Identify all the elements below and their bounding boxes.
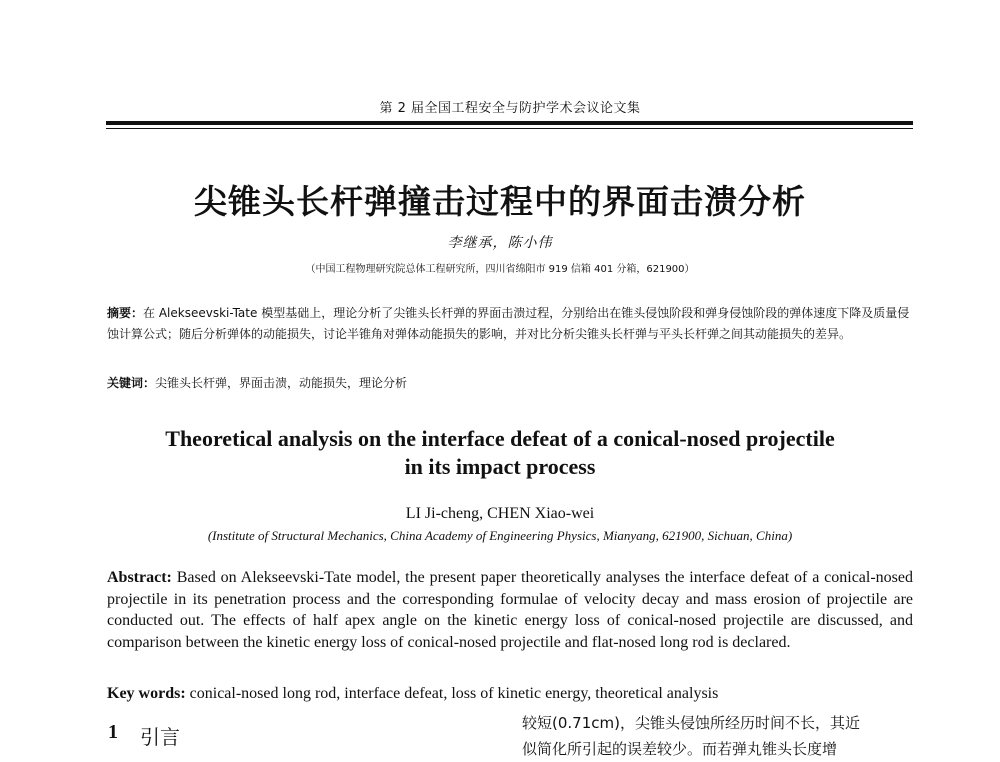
english-keywords-text: conical-nosed long rod, interface defeat, loss of kinetic energy, theoretical analysis — [189, 685, 719, 702]
section-title: 引言 — [140, 725, 180, 749]
english-abstract — [107, 567, 913, 653]
header-rule-thin — [106, 128, 913, 129]
body-text-line: 较短(0.71cm)，尖锥头侵蚀所经历时间不长，其近 — [522, 714, 860, 732]
english-keywords — [107, 685, 913, 703]
english-abstract-label: Abstract: — [107, 569, 172, 586]
chinese-keywords-label: 关键词： — [107, 376, 156, 390]
chinese-abstract-label: 摘要： — [107, 306, 144, 320]
chinese-authors: 李继承，陈小伟 — [447, 235, 553, 251]
proceedings-header: 第 2 届全国工程安全与防护学术会议论文集 — [379, 101, 641, 116]
english-keywords-label: Key words: — [107, 685, 186, 702]
chinese-abstract-text: 在 Alekseevski-Tate 模型基础上，理论分析了尖锥头长杆弹的界面击溃过程，分别给出在锥头侵蚀阶段和弹身侵蚀阶段的弹体速度下降及质量侵蚀计算公式；随后分析弹体的动能损失，讨论半锥角对弹体动能损失的影响，并对比分析尖锥头长杆弹与平头长杆弹之间其动能损失的差异。 — [107, 306, 910, 341]
english-abstract-text: Based on Alekseevski-Tate model, the present paper theoretically analyses the interface defeat of a conical-nosed projectile in its penetration process and the corresponding formulae of velocity decay and mass erosion of projectile are conducted out. The effects of half apex angle on the kinetic energy loss of conical-nosed projectile are discussed, and comparison between the kinetic energy loss of conical-nosed projectile and flat-nosed long rod is declared. — [107, 569, 914, 651]
english-authors: LI Ji-cheng, CHEN Xiao-wei — [405, 505, 595, 522]
body-text-right-column — [522, 710, 914, 762]
section-number: 1 — [108, 721, 118, 743]
chinese-keywords-text: 尖锥头长杆弹，界面击溃，动能损失，理论分析 — [155, 376, 408, 390]
chinese-affiliation: （中国工程物理研究院总体工程研究所，四川省绵阳市 919 信箱 401 分箱，621900） — [305, 264, 695, 275]
english-title-line1: Theoretical analysis on the interface defeat of a conical-nosed projectile — [165, 426, 835, 451]
chinese-abstract — [107, 303, 913, 345]
chinese-title: 尖锥头长杆弹撞击过程中的界面击溃分析 — [194, 182, 806, 221]
chinese-keywords — [107, 374, 913, 391]
header-rule-thick — [106, 121, 913, 125]
english-affiliation: (Institute of Structural Mechanics, China Academy of Engineering Physics, Mianyang, 621900, Sichuan, China) — [207, 528, 793, 543]
english-title — [0, 425, 1000, 481]
english-title-line2: in its impact process — [404, 454, 596, 479]
body-text-line: 似简化所引起的误差较少。而若弹丸锥头长度增 — [522, 740, 838, 758]
